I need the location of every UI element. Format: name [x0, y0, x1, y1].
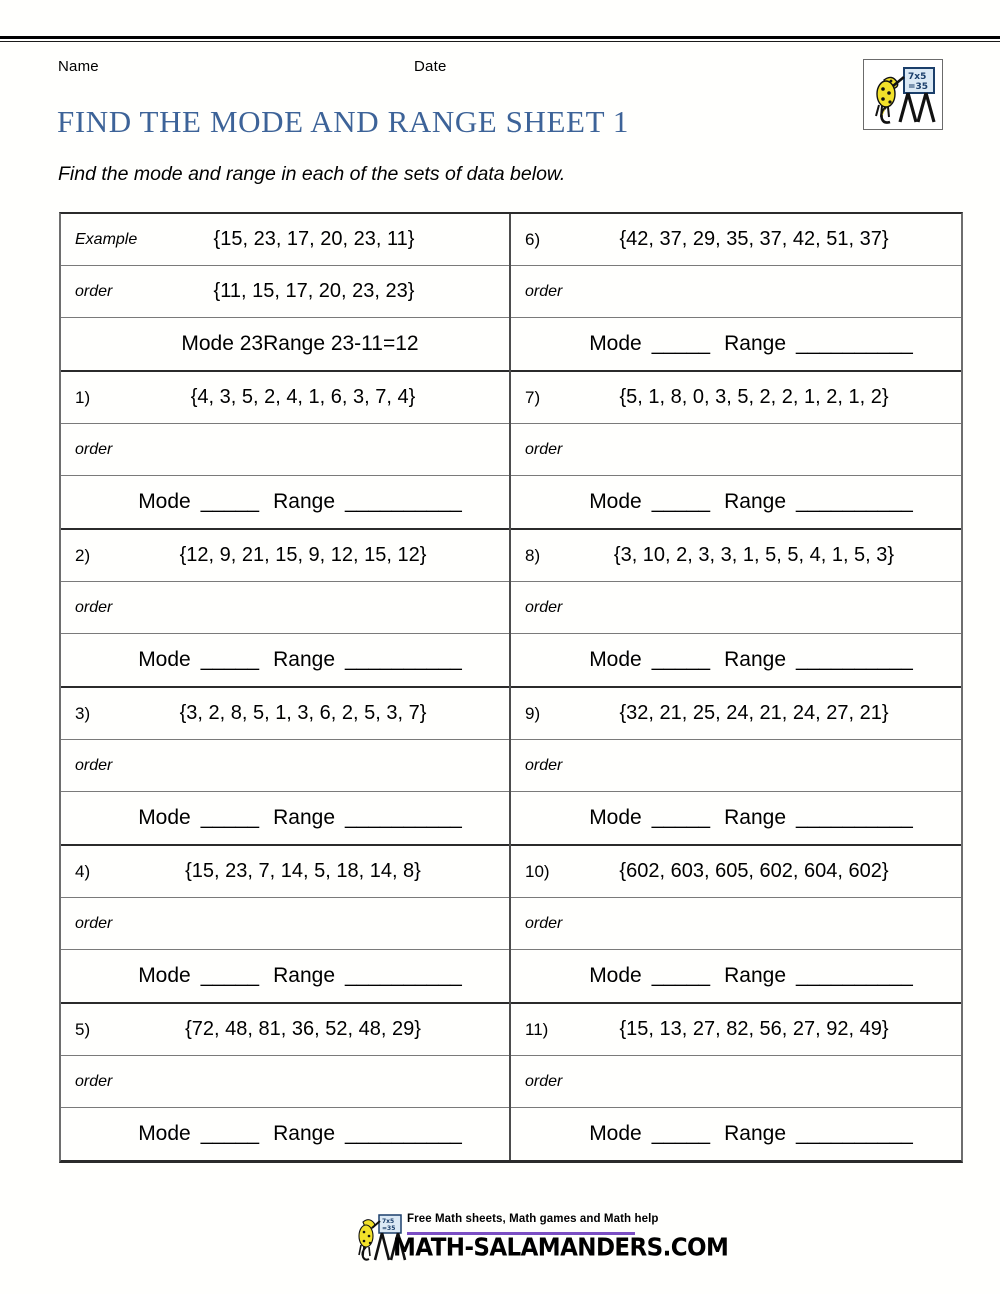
question-dataset: {15, 23, 7, 14, 5, 18, 14, 8}	[185, 860, 421, 882]
answer-row[interactable]	[511, 318, 961, 370]
order-row[interactable]	[61, 424, 509, 476]
question-dataset: {32, 21, 25, 24, 21, 24, 27, 21}	[619, 702, 889, 724]
mode-label: Mode	[138, 964, 191, 987]
question-dataset: {3, 2, 8, 5, 1, 3, 6, 2, 5, 3, 7}	[179, 702, 427, 724]
question-block-7	[511, 372, 961, 530]
range-label: Range	[273, 648, 336, 671]
question-dataset: {4, 3, 5, 2, 4, 1, 6, 3, 7, 4}	[190, 386, 416, 408]
left-column	[61, 214, 511, 1160]
order-row[interactable]	[61, 1056, 509, 1108]
order-label: order	[75, 1072, 113, 1090]
mode-label: Mode	[138, 490, 191, 513]
range-blank[interactable]: __________	[796, 332, 913, 355]
mode-range-answer-line	[511, 490, 961, 514]
question-dataset: {15, 13, 27, 82, 56, 27, 92, 49}	[619, 1018, 889, 1040]
mode-blank[interactable]: _____	[200, 490, 260, 513]
order-label: order	[525, 914, 563, 932]
range-blank[interactable]: __________	[345, 490, 462, 513]
mode-range-answer-line	[61, 490, 509, 514]
example-dataset: {15, 23, 17, 20, 23, 11}	[213, 228, 415, 250]
example-mode-answer: Mode 23	[181, 332, 264, 355]
mode-label: Mode	[589, 1122, 642, 1145]
mode-blank[interactable]: _____	[651, 806, 711, 829]
question-number: 8)	[525, 545, 541, 565]
question-block-10	[511, 846, 961, 1004]
question-dataset: {3, 10, 2, 3, 3, 1, 5, 5, 4, 1, 5, 3}	[613, 544, 895, 566]
example-range-answer: Range 23-11=12	[263, 332, 419, 355]
question-number: 1)	[75, 387, 91, 407]
question-dataset-row	[61, 372, 509, 424]
question-block-8	[511, 530, 961, 688]
answer-row[interactable]	[61, 634, 509, 686]
mode-label: Mode	[138, 806, 191, 829]
name-label: Name	[58, 58, 99, 75]
question-block-1	[61, 372, 509, 530]
question-number: 6)	[525, 229, 541, 249]
range-label: Range	[724, 806, 787, 829]
mode-range-answer-line	[511, 964, 961, 988]
mode-blank[interactable]: _____	[200, 1122, 260, 1145]
example-label: Example	[75, 230, 138, 248]
example-order-row[interactable]	[61, 266, 509, 318]
range-label: Range	[273, 490, 336, 513]
svg-text:=35: =35	[908, 82, 929, 92]
range-label: Range	[724, 490, 787, 513]
question-dataset-row	[61, 688, 509, 740]
range-label: Range	[273, 964, 336, 987]
header	[58, 58, 942, 88]
order-label: order	[525, 440, 563, 458]
mode-range-answer-line	[61, 1122, 509, 1146]
question-dataset: {72, 48, 81, 36, 52, 48, 29}	[185, 1018, 421, 1040]
example-dataset-row	[61, 214, 509, 266]
mode-blank[interactable]: _____	[200, 648, 260, 671]
question-dataset-row	[61, 846, 509, 898]
order-row[interactable]	[511, 898, 961, 950]
question-dataset: {42, 37, 29, 35, 37, 42, 51, 37}	[619, 228, 889, 250]
question-dataset-row	[61, 1004, 509, 1056]
worksheet-table	[59, 212, 963, 1163]
order-label: order	[525, 282, 563, 300]
mode-label: Mode	[138, 1122, 191, 1145]
footer-tagline: Free Math sheets, Math games and Math help	[407, 1213, 659, 1225]
example-ordered-dataset: {11, 15, 17, 20, 23, 23}	[213, 280, 415, 302]
answer-row[interactable]	[61, 1108, 509, 1160]
question-number: 9)	[525, 703, 541, 723]
question-block-11	[511, 1004, 961, 1160]
example-worked-answer	[61, 332, 509, 356]
question-dataset-row	[511, 530, 961, 582]
answer-row[interactable]	[511, 792, 961, 844]
mode-label: Mode	[589, 332, 642, 355]
footer	[355, 1208, 729, 1270]
question-dataset: {602, 603, 605, 602, 604, 602}	[619, 860, 889, 882]
question-block-6	[511, 214, 961, 372]
question-dataset-row	[511, 214, 961, 266]
mode-range-answer-line	[511, 648, 961, 672]
question-number: 3)	[75, 703, 91, 723]
order-label: order	[525, 598, 563, 616]
question-number: 7)	[525, 387, 541, 407]
question-dataset-row	[511, 1004, 961, 1056]
question-block-4	[61, 846, 509, 1004]
question-number: 10)	[525, 861, 550, 881]
mode-blank[interactable]: _____	[651, 332, 711, 355]
range-blank[interactable]: __________	[796, 1122, 913, 1145]
answer-row[interactable]	[511, 1108, 961, 1160]
question-block-5	[61, 1004, 509, 1160]
order-row[interactable]	[511, 424, 961, 476]
date-label: Date	[414, 58, 447, 75]
order-row[interactable]	[61, 582, 509, 634]
mode-label: Mode	[589, 648, 642, 671]
mode-label: Mode	[138, 648, 191, 671]
order-label: order	[525, 756, 563, 774]
example-answer-row	[61, 318, 509, 370]
question-number: 2)	[75, 545, 91, 565]
range-blank[interactable]: __________	[345, 806, 462, 829]
order-label: order	[525, 1072, 563, 1090]
range-label: Range	[724, 648, 787, 671]
mode-blank[interactable]: _____	[651, 648, 711, 671]
order-label: order	[75, 756, 113, 774]
range-blank[interactable]: __________	[345, 648, 462, 671]
range-blank[interactable]: __________	[796, 964, 913, 987]
range-label: Range	[724, 332, 787, 355]
answer-row[interactable]	[61, 792, 509, 844]
question-dataset: {5, 1, 8, 0, 3, 5, 2, 2, 1, 2, 1, 2}	[619, 386, 889, 408]
question-dataset: {12, 9, 21, 15, 9, 12, 15, 12}	[179, 544, 427, 566]
order-label: order	[75, 598, 113, 616]
top-rule-secondary	[0, 41, 1000, 42]
answer-row[interactable]	[511, 476, 961, 528]
range-blank[interactable]: __________	[345, 964, 462, 987]
question-dataset-row	[61, 530, 509, 582]
right-column	[511, 214, 961, 1160]
range-label: Range	[724, 1122, 787, 1145]
footer-site-name[interactable]: MATH-SALAMANDERS.COM	[393, 1234, 729, 1263]
range-blank[interactable]: __________	[796, 648, 913, 671]
mode-blank[interactable]: _____	[200, 806, 260, 829]
mode-range-answer-line	[61, 964, 509, 988]
order-label: order	[75, 440, 113, 458]
mode-blank[interactable]: _____	[651, 964, 711, 987]
instruction-text: Find the mode and range in each of the sets of data below.	[58, 163, 566, 185]
answer-row[interactable]	[61, 476, 509, 528]
question-number: 4)	[75, 861, 91, 881]
order-row[interactable]	[61, 740, 509, 792]
top-rule	[0, 36, 1000, 40]
mode-range-answer-line	[61, 806, 509, 830]
mode-range-answer-line	[511, 1122, 961, 1146]
answer-row[interactable]	[61, 950, 509, 1002]
range-blank[interactable]: __________	[796, 806, 913, 829]
mode-range-answer-line	[511, 332, 961, 356]
question-number: 5)	[75, 1019, 91, 1039]
mode-range-answer-line	[61, 648, 509, 672]
math-salamander-blackboard-logo	[863, 59, 943, 130]
question-block-9	[511, 688, 961, 846]
question-dataset-row	[511, 372, 961, 424]
mode-blank[interactable]: _____	[200, 964, 260, 987]
order-row[interactable]	[511, 1056, 961, 1108]
mode-label: Mode	[589, 806, 642, 829]
example-block	[61, 214, 509, 372]
range-blank[interactable]: __________	[345, 1122, 462, 1145]
range-label: Range	[273, 1122, 336, 1145]
question-dataset-row	[511, 688, 961, 740]
order-label: order	[75, 282, 113, 300]
svg-text:7x5: 7x5	[908, 72, 927, 82]
answer-row[interactable]	[511, 634, 961, 686]
svg-text:7x5: 7x5	[382, 1218, 395, 1225]
question-number: 11)	[525, 1019, 549, 1039]
order-row[interactable]	[511, 266, 961, 318]
mode-blank[interactable]: _____	[651, 490, 711, 513]
mode-range-answer-line	[511, 806, 961, 830]
svg-text:=35: =35	[382, 1225, 396, 1232]
page-title: FIND THE MODE AND RANGE SHEET 1	[57, 104, 630, 139]
order-row[interactable]	[511, 582, 961, 634]
range-blank[interactable]: __________	[796, 490, 913, 513]
order-label: order	[75, 914, 113, 932]
range-label: Range	[273, 806, 336, 829]
mode-label: Mode	[589, 490, 642, 513]
answer-row[interactable]	[511, 950, 961, 1002]
order-row[interactable]	[511, 740, 961, 792]
question-dataset-row	[511, 846, 961, 898]
range-label: Range	[724, 964, 787, 987]
question-block-3	[61, 688, 509, 846]
mode-blank[interactable]: _____	[651, 1122, 711, 1145]
mode-label: Mode	[589, 964, 642, 987]
order-row[interactable]	[61, 898, 509, 950]
question-block-2	[61, 530, 509, 688]
